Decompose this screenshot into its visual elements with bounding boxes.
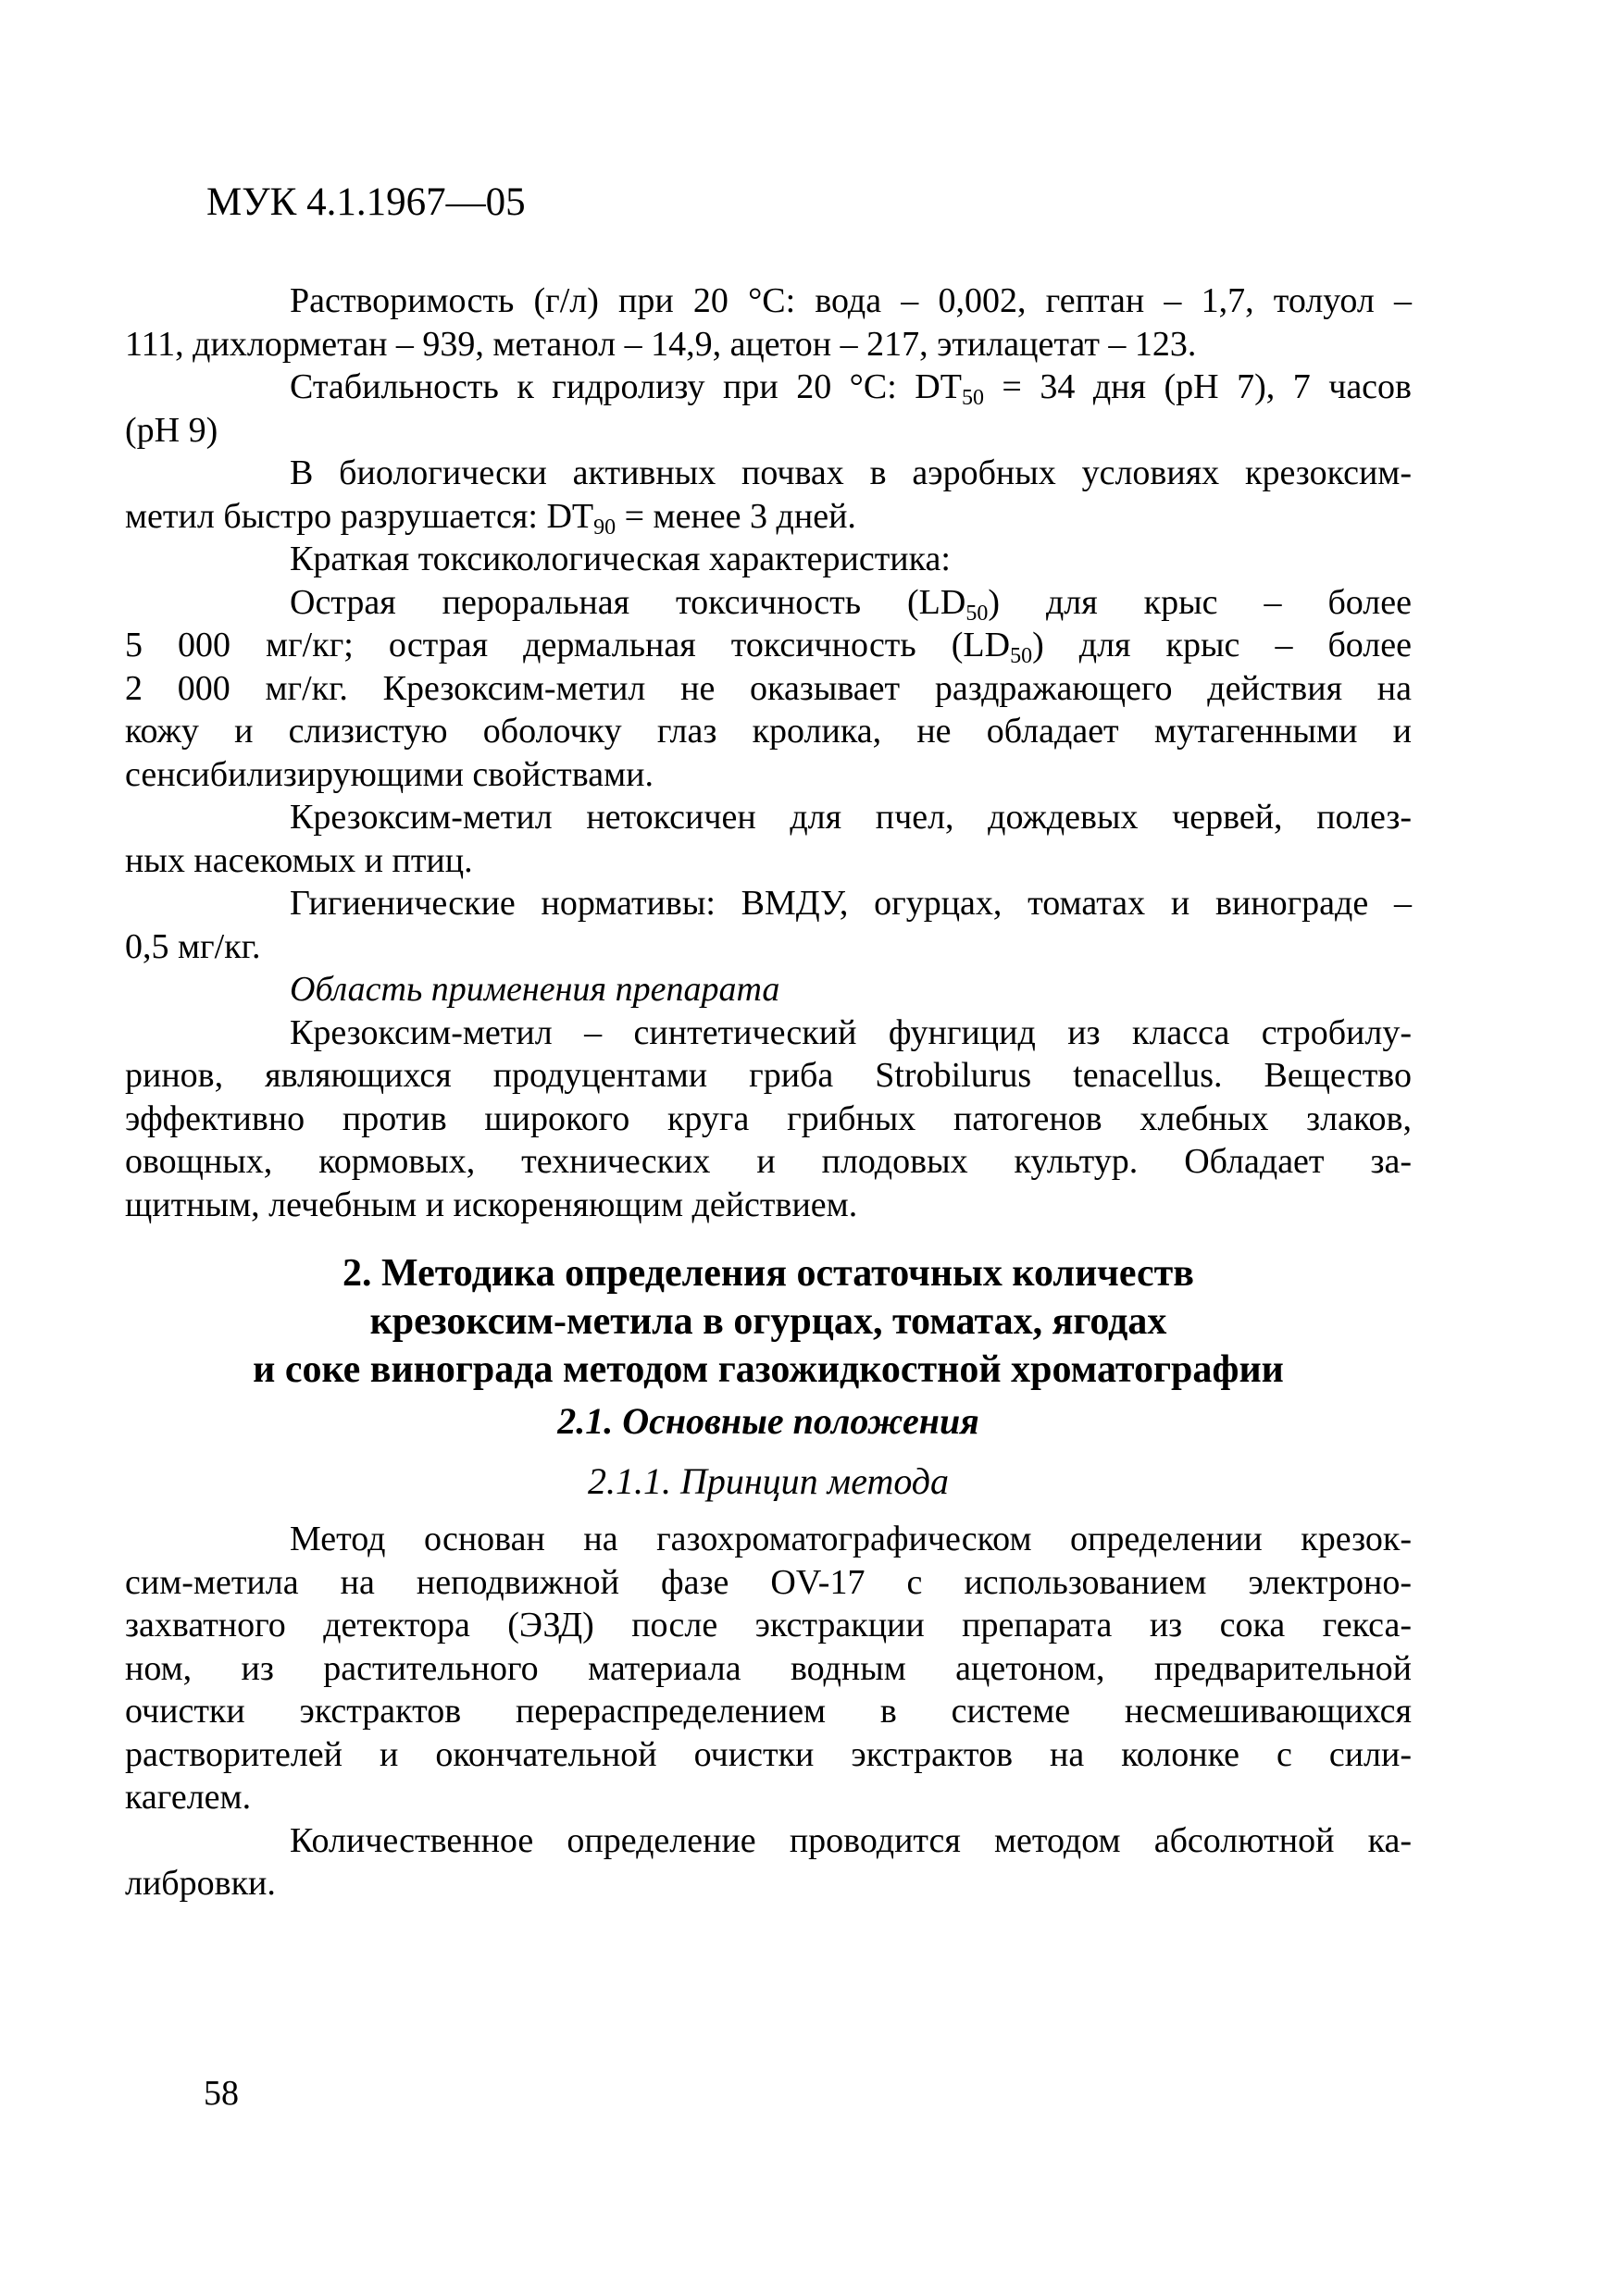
- text-line: крезоксим-метила в огурцах, томатах, ягодах: [369, 1300, 1167, 1343]
- para-hydrolysis-stability: [125, 366, 1412, 452]
- text-line: сенсибилизирующими свойствами.: [125, 754, 654, 794]
- page-number: 58: [204, 2074, 239, 2113]
- para-solubility: [125, 279, 1412, 366]
- text-line: метил быстро разрушается: $DT_{90}$ = менее 3 дней.: [125, 496, 856, 540]
- text-line: кожу и слизистую оболочку глаз кролика, не обладает мутагенными и: [125, 712, 1412, 751]
- para-fungicide-description: [125, 1011, 1412, 1227]
- text-line: 2. Методика определения остаточных количеств: [342, 1252, 1194, 1295]
- text-line: 111, дихлорметан – 939, метанол – 14,9, ацетон – 217, этилацетат – 123.: [125, 324, 1197, 364]
- para-hygienic-norms: [125, 882, 1412, 968]
- para-soil-degradation: [125, 452, 1412, 538]
- text-line: Область применения препарата: [290, 970, 780, 1009]
- text-line: захватного детектора (ЭЗД) после экстракции препарата из сока гекса-: [125, 1606, 1412, 1644]
- text-line: 2.1.1. Принцип метода: [587, 1460, 950, 1502]
- section-2-1-1-heading: [125, 1458, 1412, 1506]
- para-toxicity: [125, 581, 1412, 797]
- text-line: Крезоксим-метил нетоксичен для пчел, дождевых червей, полез-: [290, 798, 1412, 837]
- text-line: либровки.: [125, 1864, 276, 1903]
- section-2-heading: [125, 1249, 1412, 1394]
- para-tox-intro: [125, 538, 1412, 581]
- text-line: и соке винограда методом газожидкостной хроматографии: [253, 1348, 1284, 1391]
- para-method-principle: [125, 1518, 1412, 1819]
- text-line: Количественное определение проводится методом абсолютной ка-: [290, 1820, 1412, 1860]
- text-block: [125, 279, 1412, 1905]
- text-line: Метод основан на газохроматографическом определении крезок-: [290, 1520, 1412, 1558]
- text-line: Острая пероральная токсичность $(LD_{50})$ для крыс – более: [290, 582, 1412, 626]
- text-line: овощных, кормовых, технических и плодовых культур. Обладает за-: [125, 1142, 1412, 1181]
- text-line: ном, из растительного материала водным ацетоном, предварительной: [125, 1648, 1412, 1688]
- document-code: МУК 4.1.1967—05: [206, 180, 526, 224]
- text-line: кагелем.: [125, 1778, 252, 1817]
- text-line: Гигиенические нормативы: ВМДУ, огурцах, томатах и винограде –: [290, 884, 1412, 923]
- text-line: эффективно против широкого круга грибных патогенов хлебных злаков,: [125, 1098, 1412, 1138]
- text-line: Стабильность к гидролизу при 20 °С: $DT_{50} = 34$ дня (pH 7), 7 часов: [290, 367, 1412, 410]
- text-line: 2 000 мг/кг. Крезоксим-метил не оказывает раздражающего действия на: [125, 668, 1412, 708]
- text-line: Крезоксим-метил – синтетический фунгицид из класса стробилу-: [290, 1012, 1412, 1052]
- text-line: ных насекомых и птиц.: [125, 840, 473, 880]
- text-line: Растворимость (г/л) при 20 °С: вода – 0,002, гептан – 1,7, толуол –: [290, 281, 1412, 320]
- text-line: Краткая токсикологическая характеристика:: [290, 540, 951, 578]
- para-application-area-title: [125, 968, 1412, 1011]
- text-line: В биологически активных почвах в аэробных условиях крезоксим-: [290, 453, 1412, 492]
- text-line: щитным, лечебным и искореняющим действием.: [125, 1185, 858, 1224]
- para-quantification: [125, 1819, 1412, 1905]
- text-line: (pH 9): [125, 410, 218, 450]
- text-line: 2.1. Основные положения: [557, 1400, 979, 1442]
- text-line: 0,5 мг/кг.: [125, 926, 261, 966]
- text-line: очистки экстрактов перераспределением в системе несмешивающихся: [125, 1692, 1412, 1731]
- section-2-1-heading: [125, 1397, 1412, 1446]
- text-line: растворителей и окончательной очистки экстрактов на колонке с сили-: [125, 1734, 1412, 1774]
- text-line: ринов, являющихся продуцентами гриба Strobilurus tenacellus. Вещество: [125, 1056, 1412, 1095]
- text-line: сим-метила на неподвижной фазе OV-17 с использованием электроно-: [125, 1562, 1412, 1602]
- para-nontoxic: [125, 796, 1412, 882]
- text-line: 5 000 мг/кг; острая дермальная токсичность $(LD_{50})$ для крыс – более: [125, 626, 1412, 668]
